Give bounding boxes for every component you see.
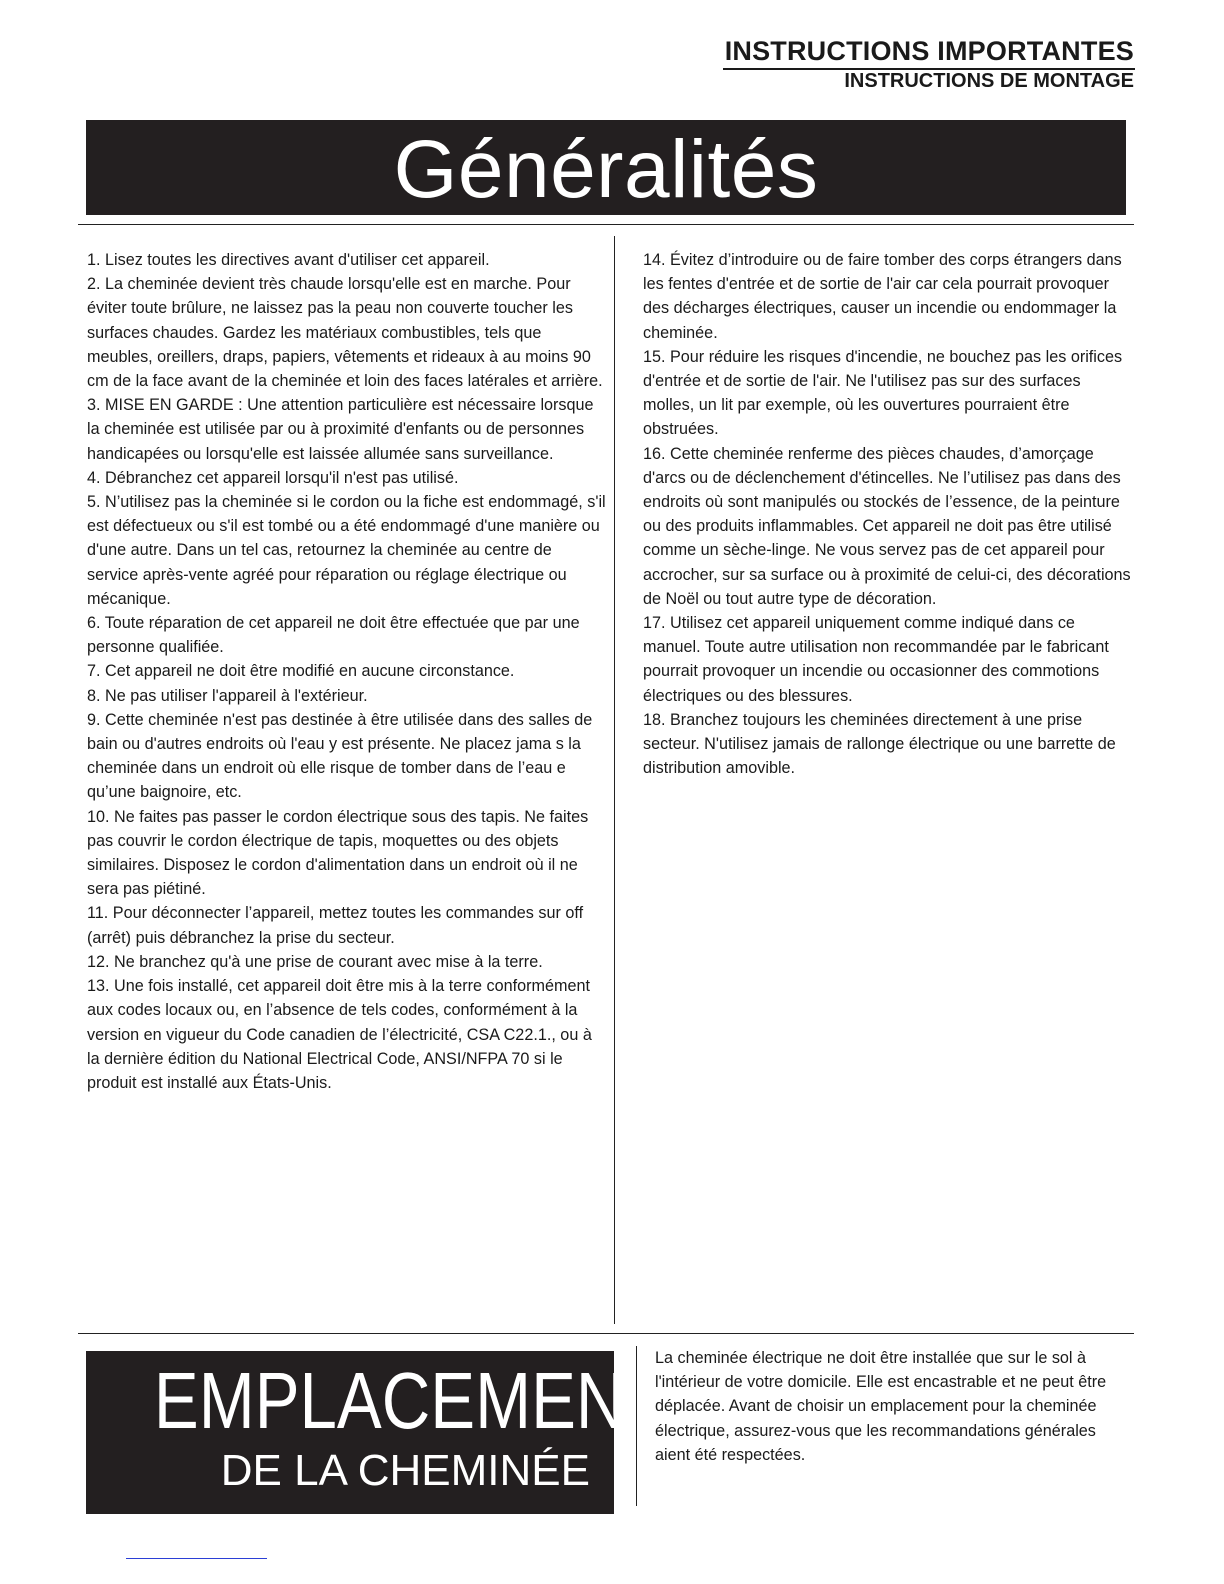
header-subtitle: INSTRUCTIONS DE MONTAGE <box>844 70 1134 92</box>
instruction-17: 17. Utilisez cet appareil uniquement comme indiqué dans ce manuel. Toute autre utilisation non recommandée par le fabricant pourrait provoquer un incendie ou occasionner des commotions électriques ou des blessures. <box>643 614 1109 705</box>
general-left-column <box>87 248 607 1095</box>
instruction-6: 6. Toute réparation de cet appareil ne doit être effectuée que par une personne qualifiée. <box>87 614 580 657</box>
general-banner <box>86 120 1126 215</box>
instruction-3: 3. MISE EN GARDE : Une attention particulière est nécessaire lorsque la cheminée est utilisée par ou à proximité d'enfants ou de personnes handicapées ou lorsqu'elle est laissée allumée sans surveillance. <box>87 396 594 463</box>
instruction-7: 7. Cet appareil ne doit être modifié en aucune circonstance. <box>87 662 515 681</box>
instruction-8: 8. Ne pas utiliser l'appareil à l'extérieur. <box>87 686 368 705</box>
column-divider <box>614 236 615 1324</box>
instruction-9: 9. Cette cheminée n'est pas destinée à être utilisée dans des salles de bain ou d'autres endroits où l'eau y est présente. Ne placez jama s la cheminée dans un endroit où elle risque de tomber dans de l’eau e qu’une baignoire, etc. <box>87 710 593 802</box>
instruction-1: 1. Lisez toutes les directives avant d'utiliser cet appareil. <box>87 251 490 269</box>
location-title: EMPLACEMENT <box>153 1356 666 1445</box>
section-divider-top <box>78 224 1134 225</box>
instruction-5: 5. N’utilisez pas la cheminée si le cordon ou la fiche est endommagé, s'il est défectueux ou s'il est tombé ou a été endommagé d'une manière ou d'une autre. Dans un tel cas, retournez la cheminée au centre de service après-vente agréé pour réparation ou réglage électrique ou mécanique. <box>87 493 606 608</box>
location-divider <box>636 1346 637 1506</box>
instruction-2: 2. La cheminée devient très chaude lorsqu'elle est en marche. Pour éviter toute brûlure, ne laissez pas la peau non couverte toucher les surfaces chaudes. Gardez les matériaux combustibles, tels que meubles, oreillers, draps, papiers, vêtements et rideaux à au moins 90 cm de la face avant de la cheminée et loin des faces latérales et arrière. <box>87 275 603 391</box>
instruction-18: 18. Branchez toujours les cheminées directement à une prise secteur. N'utilisez jamais de rallonge électrique ou une barrette de distribution amovible. <box>643 710 1116 778</box>
instruction-15: 15. Pour réduire les risques d'incendie, ne bouchez pas les orifices d'entrée et de sortie de l'air. Ne l'utilisez pas sur des surfaces molles, un lit par exemple, où les ouvertures pourraient être obstruées. <box>643 347 1123 439</box>
instruction-16: 16. Cette cheminée renferme des pièces chaudes, d’amorçage d'arcs ou de déclenchement d'étincelles. Ne l’utilisez pas dans des endroits où sont manipulés ou stockés de l’essence, de la peinture ou des produits inflammables. Cet appareil ne doit pas être utilisé comme un sèche-linge. Ne vous servez pas de cet appareil pour accrocher, sur sa surface ou à proximité de celui-ci, des décorations de Noël ou tout autre type de décoration. <box>643 444 1131 608</box>
general-right-column <box>643 248 1133 780</box>
location-text: La cheminée électrique ne doit être installée que sur le sol à l'intérieur de votre domicile. Elle est encastrable et ne peut être déplacée. Avant de choisir un emplacement pour la cheminée électrique, assurez-vous que les recommandations générales aient été respectées. <box>655 1349 1107 1464</box>
instruction-12: 12. Ne branchez qu'à une prise de courant avec mise à la terre. <box>87 952 543 971</box>
general-title: Généralités <box>393 123 819 215</box>
header-title: INSTRUCTIONS IMPORTANTES <box>724 36 1134 66</box>
section-divider-bottom <box>78 1333 1134 1334</box>
instruction-10: 10. Ne faites pas passer le cordon électrique sous des tapis. Ne faites pas couvrir le cordon électrique de tapis, moquettes ou des objets similaires. Disposez le cordon d'alimentation dans un endroit où il ne sera pas piétiné. <box>87 807 589 899</box>
location-banner <box>86 1351 666 1514</box>
location-subtitle: DE LA CHEMINÉE <box>220 1446 590 1495</box>
footer-link-underline[interactable] <box>126 1558 267 1559</box>
instruction-4: 4. Débranchez cet appareil lorsqu'il n'est pas utilisé. <box>87 468 459 487</box>
instruction-13: 13. Une fois installé, cet appareil doit être mis à la terre conformément aux codes locaux ou, en l’absence de tels codes, conformément à la version en vigueur du Code canadien de l’électricité, CSA C22.1., ou à la dernière édition du National Electrical Code, ANSI/NFPA 70 si le produit est installé aux États-Unis. <box>87 977 592 1092</box>
instruction-11: 11. Pour déconnecter l’appareil, mettez toutes les commandes sur off (arrêt) puis débranchez la prise du secteur. <box>87 904 584 947</box>
instruction-14: 14. Évitez d’introduire ou de faire tomber des corps étrangers dans les fentes d'entrée et de sortie de l'air car cela pourrait provoquer des décharges électriques, causer un incendie ou endommager la cheminée. <box>643 251 1122 342</box>
